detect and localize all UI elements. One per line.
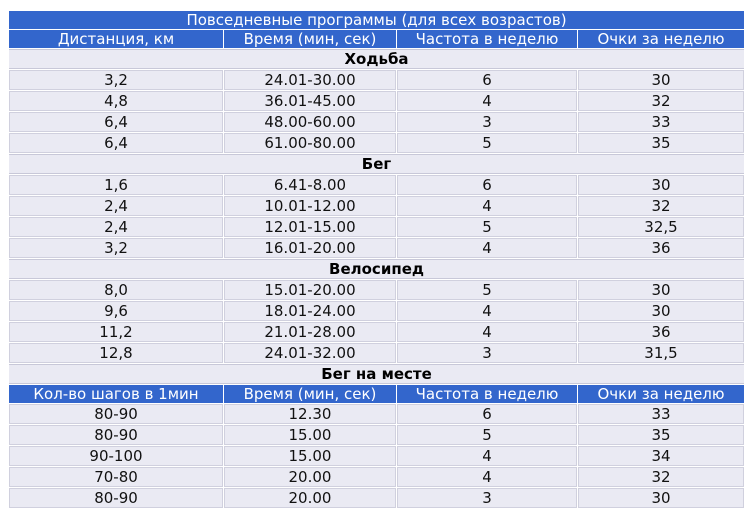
- cell-frequency: 4: [397, 467, 577, 487]
- program-table-container: [8, 10, 744, 507]
- program-table: [8, 10, 745, 509]
- table-row: [9, 404, 744, 424]
- cell-time: 20.00: [224, 488, 396, 508]
- cell-points: 30: [578, 175, 744, 195]
- cell-points: 31,5: [578, 343, 744, 363]
- cell-time: 15.00: [224, 446, 396, 466]
- cell-points: 30: [578, 488, 744, 508]
- cell-frequency: 4: [397, 238, 577, 258]
- section-title-running: Бег: [9, 154, 744, 174]
- cell-time: 12.30: [224, 404, 396, 424]
- cell-points: 35: [578, 425, 744, 445]
- table-row: [9, 217, 744, 237]
- cell-steps: 80-90: [9, 488, 223, 508]
- cell-frequency: 5: [397, 217, 577, 237]
- cell-distance: 12,8: [9, 343, 223, 363]
- table-row: [9, 488, 744, 508]
- cell-frequency: 6: [397, 175, 577, 195]
- cell-frequency: 3: [397, 488, 577, 508]
- header-steps-per-minute: Кол-во шагов в 1мин: [9, 385, 223, 403]
- cell-time: 15.01-20.00: [224, 280, 396, 300]
- header-points: Очки за неделю: [578, 385, 744, 403]
- cell-distance: 8,0: [9, 280, 223, 300]
- program-table-body: [9, 11, 744, 508]
- cell-frequency: 4: [397, 446, 577, 466]
- section-title-running-in-place: Бег на месте: [9, 364, 744, 384]
- cell-points: 36: [578, 238, 744, 258]
- cell-time: 16.01-20.00: [224, 238, 396, 258]
- cell-time: 20.00: [224, 467, 396, 487]
- table-row: [9, 112, 744, 132]
- cell-frequency: 6: [397, 404, 577, 424]
- cell-distance: 6,4: [9, 133, 223, 153]
- table-row: [9, 133, 744, 153]
- cell-time: 21.01-28.00: [224, 322, 396, 342]
- cell-points: 32: [578, 196, 744, 216]
- table-row: [9, 238, 744, 258]
- cell-points: 30: [578, 280, 744, 300]
- cell-points: 32: [578, 467, 744, 487]
- cell-steps: 70-80: [9, 467, 223, 487]
- header-row-running-in-place: [9, 385, 744, 403]
- header-distance: Дистанция, км: [9, 30, 223, 48]
- cell-steps: 80-90: [9, 425, 223, 445]
- cell-time: 36.01-45.00: [224, 91, 396, 111]
- table-row: [9, 425, 744, 445]
- cell-distance: 9,6: [9, 301, 223, 321]
- cell-distance: 1,6: [9, 175, 223, 195]
- cell-time: 18.01-24.00: [224, 301, 396, 321]
- table-row: [9, 467, 744, 487]
- table-row: [9, 322, 744, 342]
- cell-frequency: 5: [397, 425, 577, 445]
- cell-time: 61.00-80.00: [224, 133, 396, 153]
- cell-frequency: 4: [397, 91, 577, 111]
- cell-distance: 3,2: [9, 70, 223, 90]
- cell-distance: 11,2: [9, 322, 223, 342]
- header-frequency: Частота в неделю: [397, 30, 577, 48]
- cell-distance: 3,2: [9, 238, 223, 258]
- cell-points: 30: [578, 301, 744, 321]
- cell-points: 30: [578, 70, 744, 90]
- cell-time: 6.41-8.00: [224, 175, 396, 195]
- cell-distance: 6,4: [9, 112, 223, 132]
- cell-time: 12.01-15.00: [224, 217, 396, 237]
- table-row: [9, 70, 744, 90]
- cell-points: 32: [578, 91, 744, 111]
- table-title: Повседневные программы (для всех возрастов): [9, 11, 744, 29]
- cell-time: 15.00: [224, 425, 396, 445]
- section-row-cycling: [9, 259, 744, 279]
- header-frequency: Частота в неделю: [397, 385, 577, 403]
- cell-frequency: 4: [397, 322, 577, 342]
- table-row: [9, 446, 744, 466]
- cell-time: 24.01-30.00: [224, 70, 396, 90]
- cell-points: 33: [578, 112, 744, 132]
- cell-points: 36: [578, 322, 744, 342]
- section-title-cycling: Велосипед: [9, 259, 744, 279]
- cell-frequency: 3: [397, 112, 577, 132]
- cell-points: 35: [578, 133, 744, 153]
- cell-frequency: 4: [397, 301, 577, 321]
- cell-frequency: 5: [397, 133, 577, 153]
- header-row: [9, 30, 744, 48]
- cell-points: 32,5: [578, 217, 744, 237]
- header-time: Время (мин, сек): [224, 385, 396, 403]
- table-row: [9, 343, 744, 363]
- section-row-running-in-place: [9, 364, 744, 384]
- cell-points: 34: [578, 446, 744, 466]
- cell-steps: 90-100: [9, 446, 223, 466]
- table-row: [9, 196, 744, 216]
- section-row-running: [9, 154, 744, 174]
- cell-time: 10.01-12.00: [224, 196, 396, 216]
- section-title-walking: Ходьба: [9, 49, 744, 69]
- section-row-walking: [9, 49, 744, 69]
- cell-steps: 80-90: [9, 404, 223, 424]
- cell-distance: 2,4: [9, 196, 223, 216]
- table-row: [9, 301, 744, 321]
- table-row: [9, 91, 744, 111]
- table-row: [9, 175, 744, 195]
- cell-frequency: 3: [397, 343, 577, 363]
- cell-time: 48.00-60.00: [224, 112, 396, 132]
- cell-frequency: 6: [397, 70, 577, 90]
- cell-frequency: 4: [397, 196, 577, 216]
- header-points: Очки за неделю: [578, 30, 744, 48]
- cell-distance: 4,8: [9, 91, 223, 111]
- cell-distance: 2,4: [9, 217, 223, 237]
- header-time: Время (мин, сек): [224, 30, 396, 48]
- cell-frequency: 5: [397, 280, 577, 300]
- title-row: [9, 11, 744, 29]
- table-row: [9, 280, 744, 300]
- cell-time: 24.01-32.00: [224, 343, 396, 363]
- cell-points: 33: [578, 404, 744, 424]
